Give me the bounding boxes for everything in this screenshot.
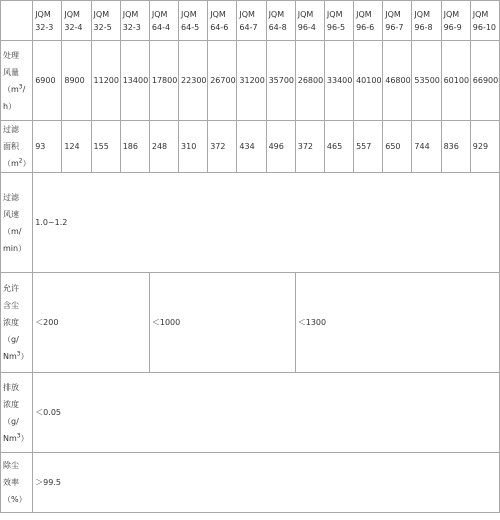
inlet-value-group-96: ＜1300: [295, 273, 499, 373]
label-superscript: 3: [16, 431, 21, 439]
model-number: 96-4: [297, 22, 316, 32]
model-number: 32-3: [35, 22, 54, 32]
label-efficiency: [1, 453, 33, 513]
label-velocity: [1, 173, 33, 273]
model-series: JQM: [297, 9, 314, 19]
airflow-value-cell: 46800: [383, 41, 412, 121]
model-series: JQM: [151, 9, 168, 19]
area-value-cell: 93: [33, 121, 62, 173]
row-airflow: [1, 41, 500, 121]
area-value-cell: 310: [179, 121, 208, 173]
label-line: 排放: [3, 382, 19, 392]
label-line: 处理: [3, 50, 19, 60]
model-number: 96-10: [472, 22, 497, 32]
label-line: 风量: [3, 67, 19, 77]
label-line: /: [22, 84, 26, 94]
label-superscript: 3: [18, 82, 23, 90]
label-line: 除尘: [3, 461, 19, 470]
label-line: Nm: [3, 433, 17, 443]
label-line: 过滤: [3, 192, 19, 202]
row-area: [1, 121, 500, 173]
airflow-value-cell: 17800: [149, 41, 178, 121]
area-value-cell: 929: [470, 121, 499, 173]
label-line: ）: [20, 433, 29, 443]
airflow-value-cell: 33400: [324, 41, 353, 121]
area-value-cell: 744: [412, 121, 441, 173]
area-value-cell: 836: [441, 121, 470, 173]
label-line: 浓度: [3, 318, 19, 327]
airflow-value-cell: 6900: [33, 41, 62, 121]
model-header-cell: [354, 1, 383, 41]
model-series: JQM: [472, 9, 489, 19]
airflow-value-cell: 53500: [412, 41, 441, 121]
label-line: Nm: [3, 352, 17, 361]
inlet-value-group-64: ＜1000: [149, 273, 295, 373]
area-value-cell: 465: [324, 121, 353, 173]
airflow-value-cell: 26700: [208, 41, 237, 121]
model-number: 32-4: [64, 22, 83, 32]
model-series: JQM: [239, 9, 255, 19]
label-line: 含尘: [3, 301, 19, 310]
area-value-cell: 372: [295, 121, 324, 173]
label-line: 面积: [3, 142, 19, 151]
airflow-value-cell: 66900: [470, 41, 499, 121]
row-efficiency: [1, 453, 500, 513]
area-value-cell: 248: [149, 121, 178, 173]
label-line: （m/: [3, 226, 22, 236]
model-series: JQM: [93, 9, 110, 19]
label-airflow: [1, 41, 33, 121]
efficiency-value: ＞99.5: [33, 453, 500, 513]
model-header-cell: [237, 1, 266, 41]
label-line: （m: [3, 84, 19, 94]
model-series: JQM: [268, 9, 285, 19]
label-line: ）: [22, 159, 31, 168]
label-line: 过滤: [3, 125, 19, 134]
row-velocity: [1, 173, 500, 273]
model-number: 96-8: [414, 22, 433, 32]
model-number: 64-7: [239, 22, 258, 32]
area-value-cell: 124: [62, 121, 91, 173]
label-line: 风速: [3, 209, 19, 219]
model-series: JQM: [443, 9, 460, 19]
area-value-cell: 557: [354, 121, 383, 173]
model-series: JQM: [64, 9, 80, 19]
model-header-cell: [441, 1, 470, 41]
airflow-value-cell: 31200: [237, 41, 266, 121]
model-header-cell: [62, 1, 91, 41]
label-line: 浓度: [3, 399, 19, 409]
area-value-cell: 650: [383, 121, 412, 173]
area-value-cell: 372: [208, 121, 237, 173]
area-value-cell: 186: [120, 121, 149, 173]
label-line: 允许: [3, 284, 19, 293]
model-series: JQM: [210, 9, 226, 19]
model-number: 96-5: [326, 22, 346, 32]
model-series: JQM: [181, 9, 197, 19]
model-header-cell: [383, 1, 412, 41]
label-line: （%）: [3, 495, 27, 504]
airflow-value-cell: 11200: [91, 41, 120, 121]
model-header-cell: [208, 1, 237, 41]
model-header-cell: [33, 1, 62, 41]
airflow-value-cell: 40100: [354, 41, 383, 121]
label-line: min）: [3, 243, 27, 253]
label-line: h）: [3, 101, 17, 111]
velocity-value: 1.0~1.2: [33, 173, 500, 273]
model-number: 96-7: [385, 22, 404, 32]
label-line: （m: [3, 159, 19, 168]
model-header-cell: [120, 1, 149, 41]
model-series: JQM: [122, 9, 139, 19]
model-series: JQM: [414, 9, 430, 19]
label-line: ）: [20, 352, 29, 361]
label-line: 效率: [3, 478, 19, 487]
model-series: JQM: [356, 9, 372, 19]
model-header-cell: [470, 1, 499, 41]
model-header-cell: [295, 1, 324, 41]
airflow-value-cell: 26800: [295, 41, 324, 121]
label-inlet-concentration: [1, 273, 33, 373]
model-number: 32-3: [122, 22, 141, 32]
header-corner-cell: [1, 1, 33, 41]
label-area: [1, 121, 33, 173]
area-value-cell: 155: [91, 121, 120, 173]
model-number: 64-8: [268, 22, 287, 32]
area-value-cell: 434: [237, 121, 266, 173]
model-number: 64-6: [210, 22, 229, 32]
model-header-cell: [149, 1, 178, 41]
model-header-row: [1, 1, 500, 41]
model-header-cell: [324, 1, 353, 41]
model-series: JQM: [35, 9, 51, 19]
row-outlet-concentration: [1, 373, 500, 453]
label-superscript: 3: [16, 350, 21, 358]
label-line: （g/: [3, 335, 19, 344]
inlet-value-group-32: ＜200: [33, 273, 150, 373]
model-header-cell: [179, 1, 208, 41]
model-number: 64-4: [151, 22, 171, 32]
label-superscript: 2: [18, 157, 23, 165]
label-line: （g/: [3, 416, 19, 426]
model-series: JQM: [385, 9, 401, 19]
airflow-value-cell: 22300: [179, 41, 208, 121]
model-number: 96-6: [356, 22, 375, 32]
model-number: 32-5: [93, 22, 112, 32]
model-header-cell: [266, 1, 295, 41]
model-number: 64-5: [181, 22, 200, 32]
airflow-value-cell: 35700: [266, 41, 295, 121]
outlet-value: ＜0.05: [33, 373, 500, 453]
model-number: 96-9: [443, 22, 462, 32]
airflow-value-cell: 60100: [441, 41, 470, 121]
row-inlet-concentration: [1, 273, 500, 373]
label-outlet-concentration: [1, 373, 33, 453]
airflow-value-cell: 13400: [120, 41, 149, 121]
area-value-cell: 496: [266, 121, 295, 173]
model-header-cell: [91, 1, 120, 41]
model-series: JQM: [326, 9, 343, 19]
airflow-value-cell: 8900: [62, 41, 91, 121]
model-header-cell: [412, 1, 441, 41]
